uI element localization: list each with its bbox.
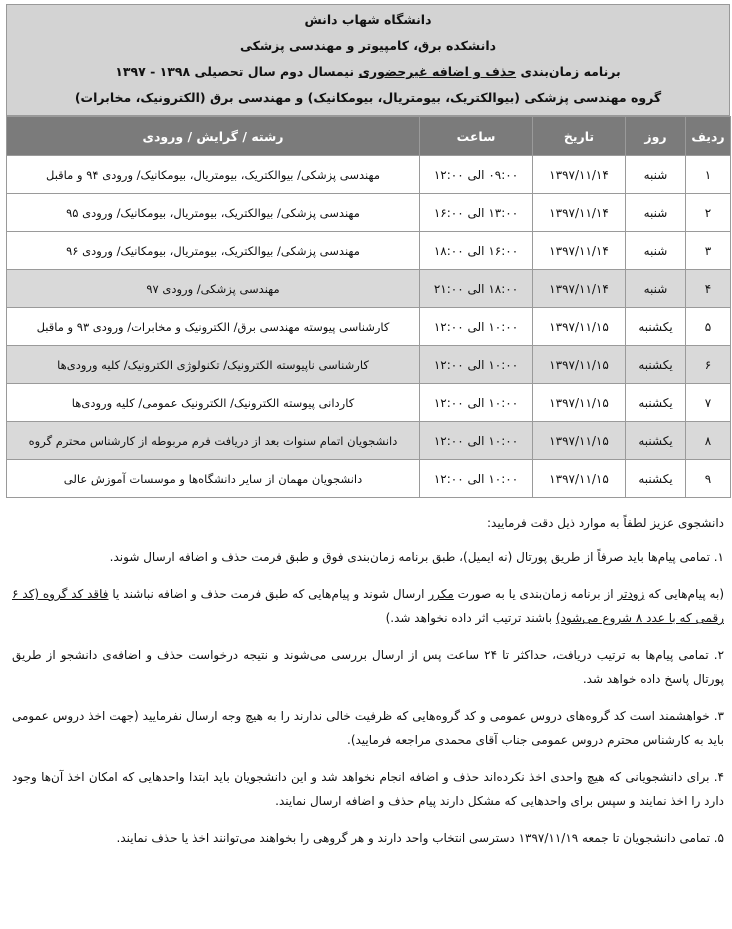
table-row: [7, 232, 731, 270]
row-time: ۱۰:۰۰ الی ۱۲:۰۰: [420, 422, 533, 460]
row-number: ۷: [686, 384, 731, 422]
note-5: ۵. تمامی دانشجویان تا جمعه ۱۳۹۷/۱۱/۱۹ دسترسی انتخاب واحد دارند و هر گروهی را بخواهند می‌توانند اخذ یا حذف نمایند.: [116, 831, 724, 845]
note-1-warning-text: ارسال شوند و پیام‌هایی که طبق فرمت حذف و اضافه نباشند یا: [108, 587, 429, 601]
row-major: مهندسی پزشکی/ بیوالکتریک، بیومتریال، بیومکانیک/ ورودی ۹۴ و ماقبل: [7, 156, 420, 194]
col-row-header: ردیف: [686, 117, 731, 156]
row-time: ۱۸:۰۰ الی ۲۱:۰۰: [420, 270, 533, 308]
faculty-name: دانشکده برق، کامپیوتر و مهندسی پزشکی: [239, 38, 497, 53]
row-number: ۱: [686, 156, 731, 194]
note-3: ۳. خواهشمند است کد گروه‌های دروس عمومی و کد گروه‌هایی که ظرفیت خالی ندارند را به هیچ وجه ارسال نفرمایید (جهت اخذ دروس عمومی باید به کارشناس محترم دروس عمومی جناب آقای محمدی مراجعه فرمایید).: [12, 709, 724, 747]
row-date: ۱۳۹۷/۱۱/۱۵: [533, 308, 626, 346]
table-row: [7, 346, 731, 384]
table-row: [7, 422, 731, 460]
row-date: ۱۳۹۷/۱۱/۱۵: [533, 384, 626, 422]
row-number: ۳: [686, 232, 731, 270]
table-row: [7, 384, 731, 422]
row-major: مهندسی پزشکی/ ورودی ۹۷: [7, 270, 420, 308]
note-1-warning: [12, 582, 724, 630]
group-title: گروه مهندسی پزشکی (بیوالکتریک، بیومتریال، بیومکانیک) و مهندسی برق (الکترونیک، مخابرات): [74, 90, 662, 105]
university-name: دانشگاه شهاب دانش: [304, 12, 432, 27]
row-time: ۱۰:۰۰ الی ۱۲:۰۰: [420, 308, 533, 346]
program-title-prefix: برنامه زمان‌بندی: [516, 64, 621, 79]
row-major: دانشجویان مهمان از سایر دانشگاه‌ها و موسسات آموزش عالی: [7, 460, 420, 498]
note-1-warning-text: باشند ترتیب اثر داده نخواهد شد.): [385, 611, 556, 625]
note-1-warning-text: (به پیام‌هایی که: [644, 587, 724, 601]
program-title-suffix: نیمسال دوم سال تحصیلی ۱۳۹۸ - ۱۳۹۷: [115, 64, 359, 79]
row-day: شنبه: [626, 270, 686, 308]
table-header-row: [7, 117, 731, 156]
row-number: ۴: [686, 270, 731, 308]
row-day: شنبه: [626, 156, 686, 194]
row-time: ۱۰:۰۰ الی ۱۲:۰۰: [420, 460, 533, 498]
row-date: ۱۳۹۷/۱۱/۱۵: [533, 422, 626, 460]
table-row: [7, 194, 731, 232]
notes-intro: دانشجوی عزیز لطفاً به موارد ذیل دقت فرمایید:: [487, 516, 724, 530]
note-1-warning-underlined: فاقد کد گروه (کد ۶ رقمی که با عدد ۸ شروع می‌شود): [12, 587, 724, 625]
row-day: یکشنبه: [626, 460, 686, 498]
row-number: ۶: [686, 346, 731, 384]
document-header: [6, 4, 730, 116]
col-time-header: ساعت: [420, 117, 533, 156]
col-day-header: روز: [626, 117, 686, 156]
col-major-header: رشته / گرایش / ورودی: [7, 117, 420, 156]
row-date: ۱۳۹۷/۱۱/۱۴: [533, 232, 626, 270]
program-title: [7, 59, 729, 85]
note-4: ۴. برای دانشجویانی که هیچ واحدی اخذ نکرده‌اند حذف و اضافه انجام نخواهد شد و این دانشجویان باید ابتدا واحدهایی که امکان اخذ آن‌ها وجود دارد را اخذ نمایند و سپس برای واحدهایی که مشکل دارند پیام حذف و اضافه ارسال نمایند.: [12, 770, 724, 808]
row-date: ۱۳۹۷/۱۱/۱۴: [533, 270, 626, 308]
row-date: ۱۳۹۷/۱۱/۱۴: [533, 194, 626, 232]
row-number: ۹: [686, 460, 731, 498]
row-major: دانشجویان اتمام سنوات بعد از دریافت فرم مربوطه از کارشناس محترم گروه: [7, 422, 420, 460]
row-major: کارشناسی ناپیوسته الکترونیک/ تکنولوژی الکترونیک/ کلیه ورودی‌ها: [7, 346, 420, 384]
row-time: ۱۳:۰۰ الی ۱۶:۰۰: [420, 194, 533, 232]
row-number: ۸: [686, 422, 731, 460]
row-day: شنبه: [626, 232, 686, 270]
row-number: ۵: [686, 308, 731, 346]
note-1-warning-underlined: زودتر: [617, 587, 645, 601]
note-1-warning-text: از برنامه زمان‌بندی یا به صورت: [453, 587, 618, 601]
notes-section: [12, 511, 724, 863]
program-title-underlined: حذف و اضافه غیرحضوری: [358, 64, 517, 79]
row-time: ۱۶:۰۰ الی ۱۸:۰۰: [420, 232, 533, 270]
row-major: کاردانی پیوسته الکترونیک/ الکترونیک عمومی/ کلیه ورودی‌ها: [7, 384, 420, 422]
col-date-header: تاریخ: [533, 117, 626, 156]
row-day: یکشنبه: [626, 346, 686, 384]
note-2: ۲. تمامی پیام‌ها به ترتیب دریافت، حداکثر تا ۲۴ ساعت پس از ارسال بررسی می‌شوند و نتیجه درخواست حذف و اضافه‌ی دانشجو از طریق پورتال پاسخ داده خواهد شد.: [12, 648, 725, 686]
table-row: [7, 270, 731, 308]
schedule-table: [6, 116, 731, 498]
row-day: شنبه: [626, 194, 686, 232]
table-row: [7, 308, 731, 346]
table-row: [7, 156, 731, 194]
row-time: ۱۰:۰۰ الی ۱۲:۰۰: [420, 346, 533, 384]
row-major: مهندسی پزشکی/ بیوالکتریک، بیومتریال، بیومکانیک/ ورودی ۹۶: [7, 232, 420, 270]
row-day: یکشنبه: [626, 384, 686, 422]
row-date: ۱۳۹۷/۱۱/۱۵: [533, 346, 626, 384]
row-number: ۲: [686, 194, 731, 232]
note-1: ۱. تمامی پیام‌ها باید صرفاً از طریق پورتال (نه ایمیل)، طبق برنامه زمان‌بندی فوق و طبق فرمت حذف و اضافه ارسال شوند.: [109, 550, 724, 564]
row-time: ۰۹:۰۰ الی ۱۲:۰۰: [420, 156, 533, 194]
table-row: [7, 460, 731, 498]
row-day: یکشنبه: [626, 422, 686, 460]
row-major: کارشناسی پیوسته مهندسی برق/ الکترونیک و مخابرات/ ورودی ۹۳ و ماقبل: [7, 308, 420, 346]
row-date: ۱۳۹۷/۱۱/۱۴: [533, 156, 626, 194]
note-1-warning-underlined: مکرر: [428, 587, 454, 601]
row-date: ۱۳۹۷/۱۱/۱۵: [533, 460, 626, 498]
row-time: ۱۰:۰۰ الی ۱۲:۰۰: [420, 384, 533, 422]
row-major: مهندسی پزشکی/ بیوالکتریک، بیومتریال، بیومکانیک/ ورودی ۹۵: [7, 194, 420, 232]
row-day: یکشنبه: [626, 308, 686, 346]
